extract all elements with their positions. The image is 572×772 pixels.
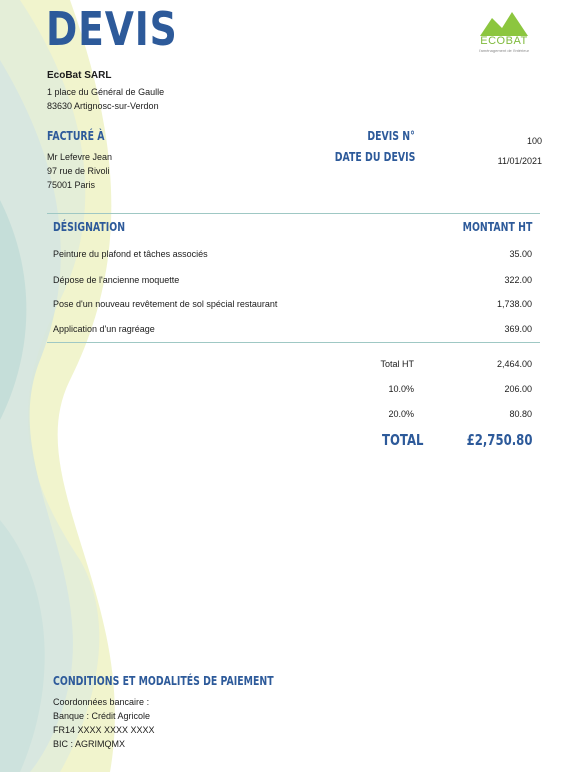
logo-wordmark: ECOBAT: [480, 35, 528, 47]
total-label: TOTAL: [382, 431, 424, 449]
amount-column-header: MONTANT HT: [462, 220, 532, 234]
payment-line: Coordonnées bancaire :: [53, 697, 150, 707]
line-item-label: Peinture du plafond et tâches associés: [53, 249, 208, 259]
payment-line: Banque : Crédit Agricole: [53, 711, 151, 721]
line-item-label: Dépose de l'ancienne moquette: [53, 275, 180, 285]
payment-terms-heading: CONDITIONS ET MODALITÉS DE PAIEMENT: [53, 674, 274, 688]
house-roof-icon: [474, 8, 534, 38]
line-item-amount: 369.00: [504, 324, 532, 334]
company-address-line1: 1 place du Général de Gaulle: [47, 87, 165, 97]
table-top-rule: [47, 213, 540, 214]
total-value: £2,750.80: [466, 431, 532, 449]
tax2-label: 20.0%: [388, 409, 414, 419]
quote-date-label: DATE DU DEVIS: [334, 150, 415, 164]
payment-line: BIC : AGRIMQMX: [53, 739, 126, 749]
payment-line: FR14 XXXX XXXX XXXX: [53, 725, 155, 735]
company-name: EcoBat SARL: [47, 70, 112, 81]
line-item-amount: 1,738.00: [496, 299, 532, 309]
quote-number-value: 100: [526, 136, 542, 146]
line-item-amount: 322.00: [504, 275, 532, 285]
quote-date-value: 11/01/2021: [497, 156, 542, 166]
client-city: 75001 Paris: [47, 180, 96, 190]
line-item-label: Application d'un ragréage: [53, 324, 155, 334]
client-street: 97 rue de Rivoli: [47, 166, 110, 176]
designation-column-header: DÉSIGNATION: [53, 220, 126, 234]
billed-to-heading: FACTURÉ À: [47, 129, 105, 143]
subtotal-value: 2,464.00: [496, 359, 532, 369]
subtotal-label: Total HT: [380, 359, 414, 369]
company-address-line2: 83630 Artignosc-sur-Verdon: [47, 101, 159, 111]
tax1-value: 206.00: [504, 384, 532, 394]
client-name: Mr Lefevre Jean: [47, 152, 113, 162]
company-logo: [474, 8, 534, 56]
quote-number-label: DEVIS N°: [367, 129, 415, 143]
logo-tagline: l'aménagement de l'intérieur: [479, 48, 529, 53]
line-item-label: Pose d'un nouveau revêtement de sol spécial restaurant: [53, 299, 278, 309]
line-item-amount: 35.00: [509, 249, 532, 259]
table-bottom-rule: [47, 342, 540, 343]
document-title: DEVIS: [46, 2, 178, 56]
tax2-value: 80.80: [509, 409, 532, 419]
tax1-label: 10.0%: [388, 384, 414, 394]
